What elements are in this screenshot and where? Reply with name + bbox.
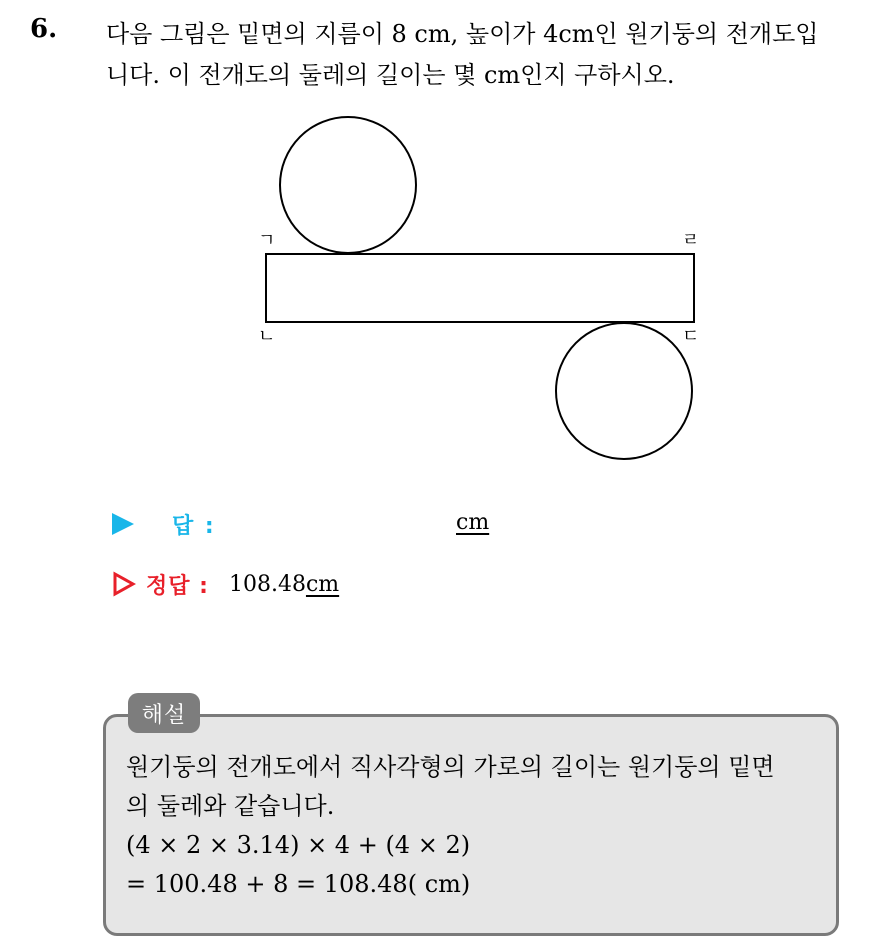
correct-answer-row [112, 566, 339, 602]
correct-answer-label: 정답 : [146, 573, 209, 599]
correct-answer-value: 108.48 [228, 571, 306, 597]
question-number: 6. [30, 14, 58, 44]
explanation-line-3: (4 × 2 × 3.14) × 4 + (4 × 2) [126, 831, 471, 859]
play-triangle-icon [112, 513, 134, 535]
explanation-line-4: = 100.48 + 8 = 108.48( cm) [126, 870, 471, 898]
vertex-label-top-left: ㄱ [258, 230, 276, 251]
lateral-rectangle [266, 254, 694, 322]
bottom-base-circle [556, 323, 692, 459]
question-line-1: 다음 그림은 밑면의 지름이 8 cm, 높이가 4cm인 원기둥의 전개도입 [106, 20, 819, 48]
explanation-text [126, 748, 836, 904]
vertex-label-bottom-left: ㄴ [258, 326, 276, 347]
vertex-label-top-right: ㄹ [682, 230, 700, 251]
correct-answer-unit: cm [305, 571, 340, 597]
explanation-line-1: 원기둥의 전개도에서 직사각형의 가로의 길이는 원기둥의 밑면 [126, 753, 775, 781]
question-line-2: 니다. 이 전개도의 둘레의 길이는 몇 cm인지 구하시오. [106, 61, 675, 89]
answer-blank-unit[interactable]: cm [456, 510, 490, 535]
answer-label: 답 : [172, 513, 216, 539]
vertex-label-bottom-right: ㄷ [682, 326, 700, 347]
answer-row [112, 506, 216, 542]
explanation-tab: 해설 [128, 693, 200, 733]
outline-triangle-icon [112, 571, 136, 597]
top-base-circle [280, 117, 416, 253]
explanation-line-2: 의 둘레와 같습니다. [126, 792, 335, 820]
